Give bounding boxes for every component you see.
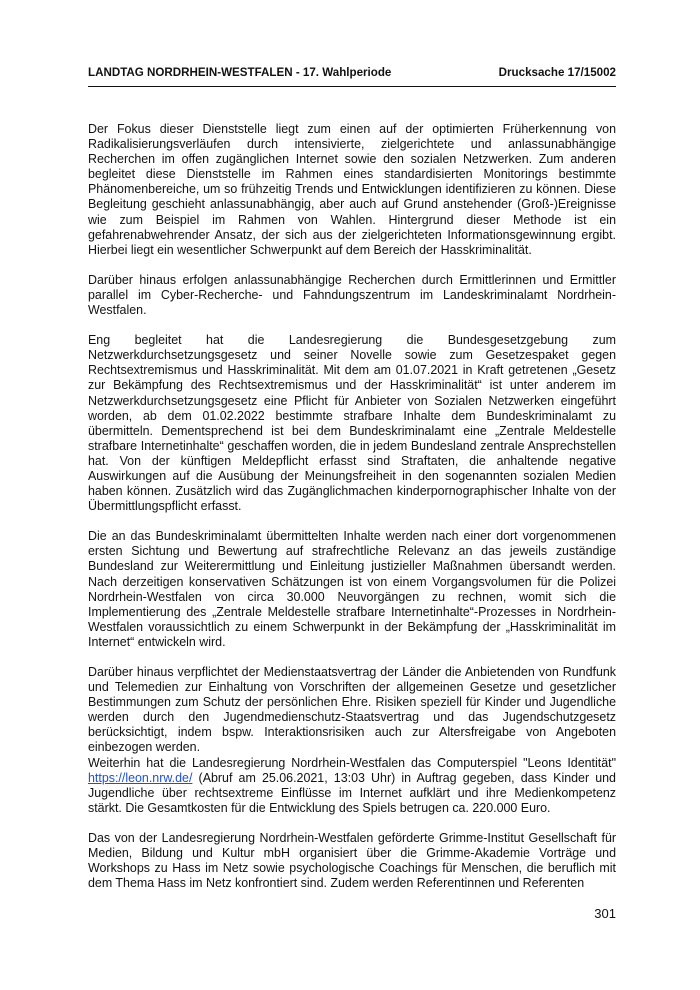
- leons-text-after: (Abruf am 25.06.2021, 13:03 Uhr) in Auftrag gegeben, dass Kinder und Jugendliche über rechtsextreme Einflüsse im Internet aufklärt und ihre Medienkompetenz stärkt. Die Gesamtkosten für die Entwicklung des Spiels betrugen ca. 220.000 Euro.: [88, 770, 616, 815]
- document-number: Drucksache 17/15002: [498, 66, 616, 79]
- page-header: [88, 66, 616, 87]
- paragraph-medienstaatsvertrag: Darüber hinaus verpflichtet der Medienstaatsvertrag der Länder die Anbietenden von Rundfunk und Telemedien zur Einhaltung von Vorschriften der allgemeinen Gesetze und gesetzlicher Bestimmungen zum Schutz der persönlichen Ehre. Risiken speziell für Kinder und Jugendliche werden durch den Jugendmedienschutz-Staatsvertrag und das Jugendschutzgesetz berücksichtigt, indem bspw. Interaktionsrisiken auch zur Altersfreigabe von Angeboten einbezogen werden.: [88, 665, 616, 755]
- page-number: 301: [594, 906, 616, 921]
- paragraph-monitoring: Der Fokus dieser Dienststelle liegt zum einen auf der optimierten Früherkennung von Radikalisierungsverläufen durch intensivierte, zielgerichtete und anlassunabhängige Recherchen im offen zugänglichen Internet sowie den sozialen Netzwerken. Zum anderen begleitet diese Dienststelle im Rahmen eines standardisierten Monitorings bestimmte Phänomenbereiche, um so frühzeitig Trends und Entwicklungen identifizieren zu können. Diese Begleitung geschieht anlassunabhängig, aber auch auf Grund anstehender (Groß-)Ereignisse wie zum Beispiel im Rahmen von Wahlen. Hintergrund dieser Methode ist ein gefahrenabwehrender Ansatz, der sich aus der zielgerichteten Informationsgewinnung ergibt. Hierbei liegt ein wesentlicher Schwerpunkt auf dem Bereich der Hasskriminalität.: [88, 122, 616, 257]
- leons-text-before: Weiterhin hat die Landesregierung Nordrhein-Westfalen das Computerspiel "Leons Identität": [88, 755, 616, 770]
- paragraph-bundesgesetzgebung: Eng begleitet hat die Landesregierung die Bundesgesetzgebung zum Netzwerkdurchsetzungsgesetz und seiner Novelle sowie zum Gesetzespaket gegen Rechtsextremismus und Hasskriminalität. Mit dem am 01.07.2021 in Kraft getretenen „Gesetz zur Bekämpfung des Rechtsextremismus und der Hasskriminalität“ ist unter anderem im Netzwerkdurchsetzungsgesetz eine Pflicht für Anbieter von Sozialen Netzwerken eingeführt worden, ab dem 01.02.2022 bestimmte strafbare Inhalte dem Bundeskriminalamt zu übermitteln. Dementsprechend ist bei dem Bundeskriminalamt eine „Zentrale Meldestelle strafbare Internetinhalte“ geschaffen worden, die in jedem Bundesland zentrale Ansprechstellen hat. Von der künftigen Meldepflicht erfasst sind Straftaten, die anhaltende negative Auswirkungen auf die Ausübung der Meinungsfreiheit in den sogenannten sozialen Medien haben können. Zusätzlich wird das Zugänglichmachen kinderpornographischer Inhalte von der Übermittlungspflicht erfasst.: [88, 333, 616, 514]
- header-title: LANDTAG NORDRHEIN-WESTFALEN - 17. Wahlperiode: [88, 66, 392, 79]
- paragraph-leons-identitaet: [88, 756, 616, 816]
- document-body: [88, 122, 616, 891]
- paragraph-bundeskriminalamt: Die an das Bundeskriminalamt übermittelten Inhalte werden nach einer dort vorgenommenen ersten Sichtung und Bewertung auf strafrechtliche Relevanz an das jeweils zuständige Bundesland zur Weiterermittlung und Einleitung justizieller Maßnahmen übersandt werden. Nach derzeitigen konservativen Schätzungen ist von einem Vorgangsvolumen für die Polizei Nordrhein-Westfalen von circa 30.000 Neuvorgängen zu rechnen, womit sich die Implementierung des „Zentrale Meldestelle strafbare Internetinhalte“-Prozesses in Nordrhein-Westfalen voraussichtlich zu einem Schwerpunkt in der Bekämpfung der „Hasskriminalität im Internet“ entwickeln wird.: [88, 529, 616, 649]
- paragraph-recherchen: Darüber hinaus erfolgen anlassunabhängige Recherchen durch Ermittlerinnen und Ermittler parallel im Cyber-Recherche- und Fahndungszentrum im Landeskriminalamt Nordrhein-Westfalen.: [88, 272, 616, 318]
- leon-nrw-link[interactable]: https://leon.nrw.de/: [88, 770, 193, 785]
- paragraph-grimme-institut: Das von der Landesregierung Nordrhein-Westfalen geförderte Grimme-Institut Gesellschaft für Medien, Bildung und Kultur mbH organisiert über die Grimme-Akademie Vorträge und Workshops zu Hass im Netz sowie psychologische Coachings für Menschen, die beruflich mit dem Thema Hass im Netz konfrontiert sind. Zudem werden Referentinnen und Referenten: [88, 830, 616, 891]
